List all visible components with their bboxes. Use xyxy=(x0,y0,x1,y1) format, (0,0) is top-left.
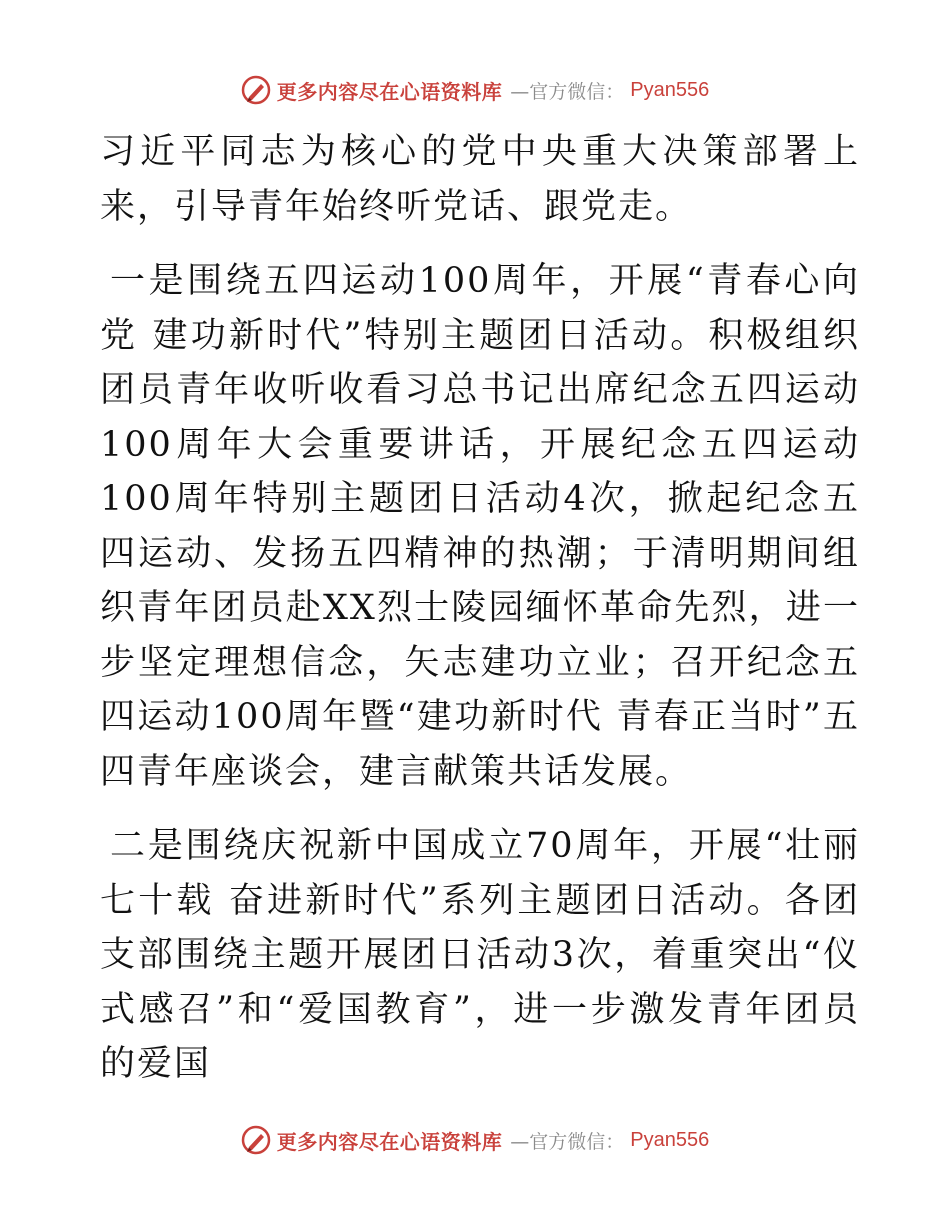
watermark-separator: —官方微信： xyxy=(510,80,625,103)
watermark-separator: —官方微信： xyxy=(510,1130,625,1153)
watermark-text: 更多内容尽在心语资料库 xyxy=(276,79,503,104)
watermark xyxy=(241,1125,709,1155)
paragraph-1: 习近平同志为核心的党中央重大决策部署上来，引导青年始终听党话、跟党走。 xyxy=(100,132,860,227)
header-watermark xyxy=(0,70,950,110)
watermark-wechat-id: Pyan556 xyxy=(630,78,710,101)
pen-logo-icon xyxy=(241,75,271,105)
document-body xyxy=(100,125,860,1092)
paragraph-3: 二是围绕庆祝新中国成立70周年，开展“壮丽七十载 奋进新时代”系列主题团日活动。各团支部围绕主题开展团日活动3次，着重突出“仪式感召”和“爱国教育”，进一步激发青年团员的爱国 xyxy=(100,826,860,1084)
paragraph-2: 一是围绕五四运动100周年，开展“青春心向党 建功新时代”特别主题团日活动。积极组织团员青年收听收看习总书记出席纪念五四运动100周年大会重要讲话，开展纪念五四运动100周年特别主题团日活动4次，掀起纪念五四运动、发扬五四精神的热潮；于清明期间组织青年团员赴XX烈士陵园缅怀革命先烈，进一步坚定理想信念，矢志建功立业；召开纪念五四运动100周年暨“建功新时代 青春正当时”五四青年座谈会，建言献策共话发展。 xyxy=(100,261,860,792)
footer-watermark xyxy=(0,1120,950,1160)
watermark xyxy=(241,75,709,105)
pen-logo-icon xyxy=(241,1125,271,1155)
watermark-text: 更多内容尽在心语资料库 xyxy=(276,1129,503,1154)
watermark-wechat-id: Pyan556 xyxy=(630,1128,710,1151)
